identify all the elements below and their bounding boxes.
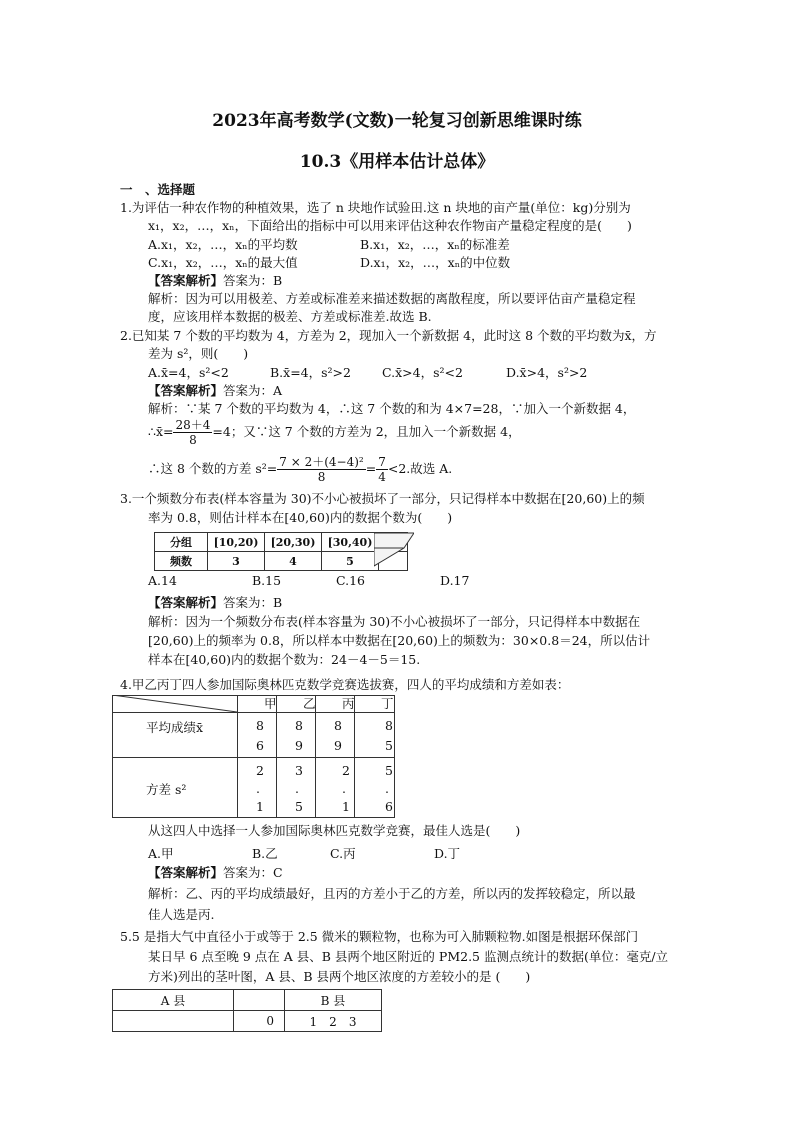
table-cell: . — [342, 781, 346, 796]
q3-option-b: B.15 — [252, 573, 282, 588]
q1-stem-line2: x₁，x₂，…，xₙ，下面给出的指标中可以用来评估这种农作物亩产量稳定程度的是( ) — [148, 218, 632, 233]
q2-variance-denominator: 8 — [317, 470, 326, 484]
stem-leaf-table — [112, 989, 382, 1032]
q1-answer-line — [148, 272, 282, 290]
table-cell: 9 — [295, 738, 303, 753]
table-cell: [10,20) — [208, 533, 265, 552]
table-cell: 6 — [385, 799, 393, 814]
table-cell: 5 — [385, 738, 393, 753]
q2-fraction-result — [376, 455, 388, 484]
q5-stem-line3: 方米)列出的茎叶图，A 县、B 县两个地区浓度的方差较小的是 ( ) — [148, 969, 531, 984]
table-cell: 5 — [295, 799, 303, 814]
q1-option-c: C.x₁，x₂，…，xₙ的最大值 — [148, 255, 298, 270]
q3-explanation-line3: 样本在[40,60)内的数据个数为：24－4－5＝15. — [148, 652, 421, 667]
table-cell: 3 — [295, 763, 303, 778]
q2-stem-line1: 2.已知某 7 个数的平均数为 4，方差为 2，现加入一个新数据 4，此时这 8 个数的平均数为x̄，方 — [120, 328, 657, 343]
table-cell: 2 — [256, 763, 264, 778]
q1-option-d: D.x₁，x₂，…，xₙ的中位数 — [360, 255, 511, 270]
header-jia: 甲 — [264, 696, 277, 711]
answer-tag: 【答案解析】 — [148, 595, 224, 610]
table-cell: 9 — [334, 738, 342, 753]
table-cell: 8 — [295, 718, 303, 733]
q3-answer-line — [148, 594, 282, 612]
table-cell: 5 — [322, 552, 379, 571]
q4-stem: 4.甲乙丙丁四人参加国际奥林匹克数学竞赛选拔赛，四人的平均成绩和方差如表： — [120, 677, 570, 692]
answer-tag: 【答案解析】 — [148, 865, 224, 880]
section-heading: 一 、选择题 — [120, 182, 196, 197]
table-cell: 5 — [385, 763, 393, 778]
page-title: 2023年高考数学(文数)一轮复习创新思维课时练 — [212, 111, 582, 131]
table-cell: . — [295, 781, 299, 796]
table-cell: 8 — [334, 718, 342, 733]
stem-value: 0 — [234, 1011, 285, 1032]
header-yi: 乙 — [303, 696, 316, 711]
q4-option-d: D.丁 — [434, 846, 461, 861]
frequency-table-row — [155, 533, 408, 552]
q2-result-denominator: 4 — [378, 470, 386, 484]
table-cell: 6 — [256, 738, 264, 753]
table-cell: 3 — [208, 552, 265, 571]
q4-option-c: C.丙 — [330, 846, 356, 861]
q2-answer: 答案为：A — [223, 383, 283, 398]
q2-exp3-equals: = — [365, 461, 377, 476]
answer-tag: 【答案解析】 — [148, 383, 224, 398]
table-cell: . — [385, 781, 389, 796]
table-cell: 1 — [342, 799, 350, 814]
q2-exp3-prefix: ∴这 8 个数的方差 s²= — [148, 461, 278, 476]
q2-option-c: C.x̄>4，s²<2 — [382, 365, 463, 380]
q2-fraction-variance — [277, 455, 365, 484]
row-label-average: 平均成绩x̄ — [146, 720, 204, 735]
table-cell: . — [256, 781, 260, 796]
b-county-header: B 县 — [285, 990, 382, 1011]
score-table-grid — [112, 695, 395, 818]
table-cell: 频数 — [155, 552, 208, 571]
page-subtitle: 10.3《用样本估计总体》 — [299, 152, 495, 172]
q1-option-a: A.x₁，x₂，…，xₙ的平均数 — [148, 237, 298, 252]
q1-option-b: B.x₁，x₂，…，xₙ的标准差 — [360, 237, 510, 252]
stem-header — [234, 990, 285, 1011]
q2-option-b: B.x̄=4，s²>2 — [270, 365, 351, 380]
table-cell: 1 — [256, 799, 264, 814]
q2-explanation-line1: 解析：∵某 7 个数的平均数为 4，∴这 7 个数的和为 4×7=28，∵加入一个新数据 4， — [148, 401, 636, 416]
q3-explanation-line2: [20,60)上的频率为 0.8，所以样本中数据在[20,60)上的频数为：30×0.8＝24，所以估计 — [148, 633, 651, 648]
table-cell: 分组 — [155, 533, 208, 552]
q2-explanation-line3 — [148, 455, 452, 484]
table-cell: [30,40) — [322, 533, 379, 552]
q3-explanation-line1: 解析：因为一个频数分布表(样本容量为 30)不小心被损坏了一部分，只记得样本中数据在 — [148, 614, 641, 629]
a-county-header: A 县 — [113, 990, 234, 1011]
q3-option-d: D.17 — [440, 573, 470, 588]
stem-leaf-row — [113, 1011, 382, 1032]
q3-option-c: C.16 — [336, 573, 365, 588]
a-county-leaves — [113, 1011, 234, 1032]
q2-option-a: A.x̄=4，s²<2 — [148, 365, 229, 380]
q1-answer: 答案为：B — [223, 273, 283, 288]
frequency-table-row — [155, 552, 408, 571]
stem-leaf-header-row — [113, 990, 382, 1011]
q5-stem-line2: 某日早 6 点至晚 9 点在 A 县、B 县两个地区附近的 PM2.5 监测点统计的数据(单位：毫克/立 — [148, 949, 669, 964]
q1-explanation-line2: 度，应该用样本数据的极差、方差或标准差.故选 B. — [148, 309, 432, 324]
q2-fraction-numerator: 28＋4 — [175, 418, 211, 432]
row-label-variance: 方差 s² — [146, 782, 187, 797]
q1-explanation-line1: 解析：因为可以用极差、方差或标准差来描述数据的离散程度，所以要评估亩产量稳定程 — [148, 291, 636, 306]
frequency-table — [154, 532, 408, 571]
table-cell: 4 — [265, 552, 322, 571]
table-cell: [20,30) — [265, 533, 322, 552]
q2-exp3-suffix: <2.故选 A. — [387, 461, 453, 476]
b-county-leaves: 1 2 3 — [285, 1011, 382, 1032]
answer-tag: 【答案解析】 — [148, 273, 224, 288]
table-cell: 2 — [342, 763, 350, 778]
q4-answer: 答案为：C — [223, 865, 283, 880]
score-variance-table — [112, 695, 395, 818]
q2-exp2-suffix: =4；又∵这 7 个数的方差为 2，且加入一个新数据 4， — [212, 424, 521, 439]
header-bing: 丙 — [342, 696, 355, 711]
q4-explanation-line2: 佳人选是丙. — [148, 907, 215, 922]
header-ding: 丁 — [381, 696, 394, 711]
q4-option-b: B.乙 — [252, 846, 278, 861]
q4-explanation-line1: 解析：乙、丙的平均成绩最好，且丙的方差小于乙的方差，所以丙的发挥较稳定，所以最 — [148, 886, 636, 901]
q3-stem-line2: 率为 0.8，则估计样本在[40,60)内的数据个数为( ) — [148, 510, 453, 525]
q1-stem-line1: 1.为评估一种农作物的种植效果，选了 n 块地作试验田.这 n 块地的亩产量(单位：kg)分别为 — [120, 200, 631, 215]
q2-answer-line — [148, 382, 282, 400]
q2-fraction-denominator: 8 — [189, 433, 197, 447]
q2-explanation-line2 — [148, 418, 521, 447]
q2-variance-numerator: 7 × 2＋(4−4)² — [279, 455, 364, 469]
table-cell: 8 — [256, 718, 264, 733]
q2-fraction-mean — [173, 418, 212, 447]
q4-answer-line — [148, 864, 283, 882]
q4-question: 从这四人中选择一人参加国际奥林匹克数学竞赛，最佳人选是( ) — [148, 823, 521, 838]
q2-stem-line2: 差为 s²，则( ) — [148, 346, 249, 361]
q2-exp2-prefix: ∴x̄= — [148, 424, 174, 439]
q4-option-a: A.甲 — [148, 846, 174, 861]
q2-result-numerator: 7 — [378, 455, 386, 469]
q3-answer: 答案为：B — [223, 595, 283, 610]
q2-option-d: D.x̄>4，s²>2 — [506, 365, 588, 380]
q5-stem-line1: 5.5 是指大气中直径小于或等于 2.5 微米的颗粒物，也称为可入肺颗粒物.如图是根据环保部门 — [120, 929, 639, 944]
q3-option-a: A.14 — [148, 573, 177, 588]
table-cell: 8 — [385, 718, 393, 733]
q3-stem-line1: 3.一个频数分布表(样本容量为 30)不小心被损坏了一部分，只记得样本中数据在[20,60)上的频 — [120, 491, 645, 506]
torn-corner-graphic — [374, 530, 414, 570]
